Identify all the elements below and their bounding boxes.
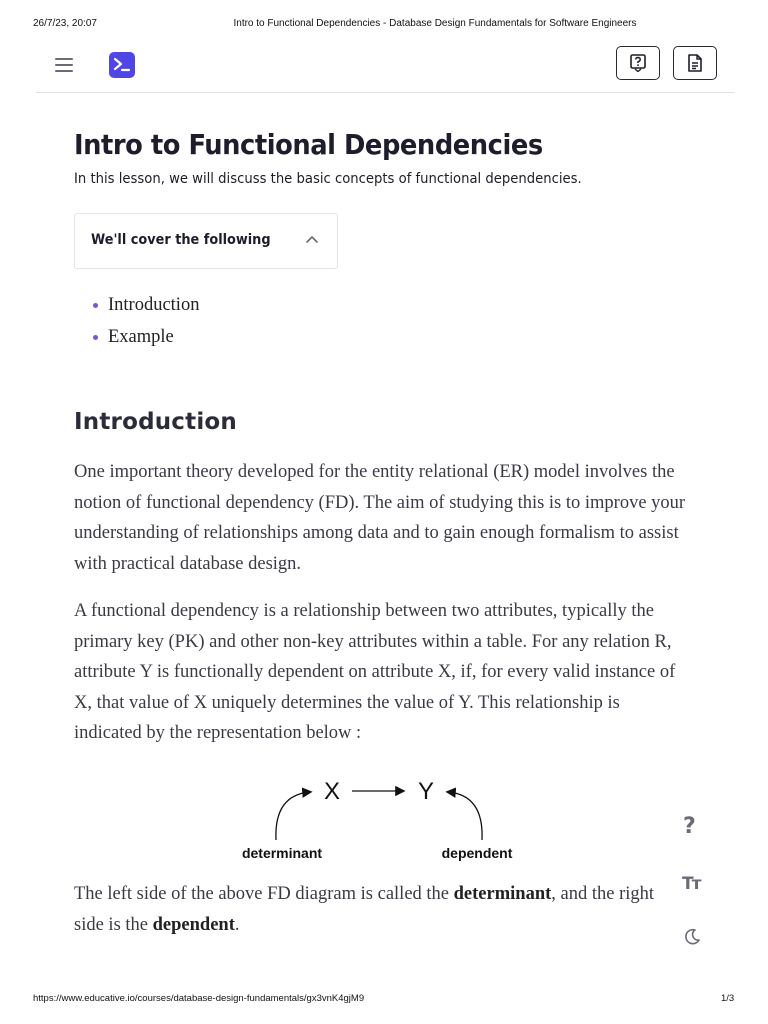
moon-icon[interactable] [683, 928, 701, 951]
print-url: https://www.educative.io/courses/database-design-fundamentals/gx3vnK4gjM9 [33, 993, 365, 1004]
lesson-content [74, 128, 689, 749]
determinant-pointer-arrow [276, 792, 310, 840]
diagram-y-symbol: Y [417, 778, 435, 805]
toc-label: We'll cover the following [91, 232, 271, 248]
top-navigation-bar [36, 44, 734, 93]
p3-text-before: The left side of the above FD diagram is called the [74, 884, 454, 904]
lesson-title: Intro to Functional Dependencies [74, 128, 543, 161]
toc-item-introduction[interactable]: Introduction [74, 289, 689, 321]
dependent-pointer-arrow [448, 792, 482, 840]
p3-text-after: . [234, 914, 240, 935]
intro-paragraph-2: A functional dependency is a relationship between two attributes, typically the primary key (PK) and other non-key attributes within a table. For any relation R, attribute Y is functionally dependent on attribute X, if, for every valid instance of X, that value of X uniquely determines the value of Y. This relationship is indicated by the representation below : [74, 601, 676, 743]
intro-paragraph-3 [74, 879, 674, 940]
chevron-up-icon [305, 234, 319, 244]
table-of-contents-toggle[interactable] [74, 213, 338, 269]
diagram-x-symbol: X [323, 778, 341, 805]
question-box-icon [630, 54, 646, 72]
section-heading-introduction: Introduction [74, 409, 237, 435]
p3-dependent-term: dependent [152, 914, 235, 935]
intro-paragraph-1: One important theory developed for the entity relational (ER) model involves the notion of functional dependency (FD). The aim of studying this is to improve your understanding of relationships among data and to gain enough formalism to assist with practical database design. [74, 462, 686, 574]
p3-text-middle: , and the right side is the [74, 884, 655, 935]
educative-logo-icon[interactable] [109, 52, 135, 78]
diagram-dependent-label: dependent [441, 845, 513, 861]
font-size-icon[interactable]: Tт [682, 874, 700, 894]
print-timestamp: 26/7/23, 20:07 [33, 18, 97, 29]
ask-question-button[interactable] [616, 46, 660, 80]
print-title: Intro to Functional Dependencies - Database Design Fundamentals for Software Engineers [233, 18, 637, 29]
diagram-determinant-label: determinant [241, 845, 323, 861]
notes-button[interactable] [673, 46, 717, 80]
toc-list [74, 289, 689, 353]
help-question-icon[interactable]: ? [683, 814, 696, 839]
document-icon [687, 54, 703, 72]
toc-item-example[interactable]: Example [74, 321, 689, 353]
print-page-number: 1/3 [721, 993, 735, 1004]
hamburger-menu-icon[interactable] [55, 58, 73, 72]
lesson-subtitle: In this lesson, we will discuss the basic concepts of functional dependencies. [74, 171, 582, 187]
p3-determinant-term: determinant [453, 884, 552, 904]
